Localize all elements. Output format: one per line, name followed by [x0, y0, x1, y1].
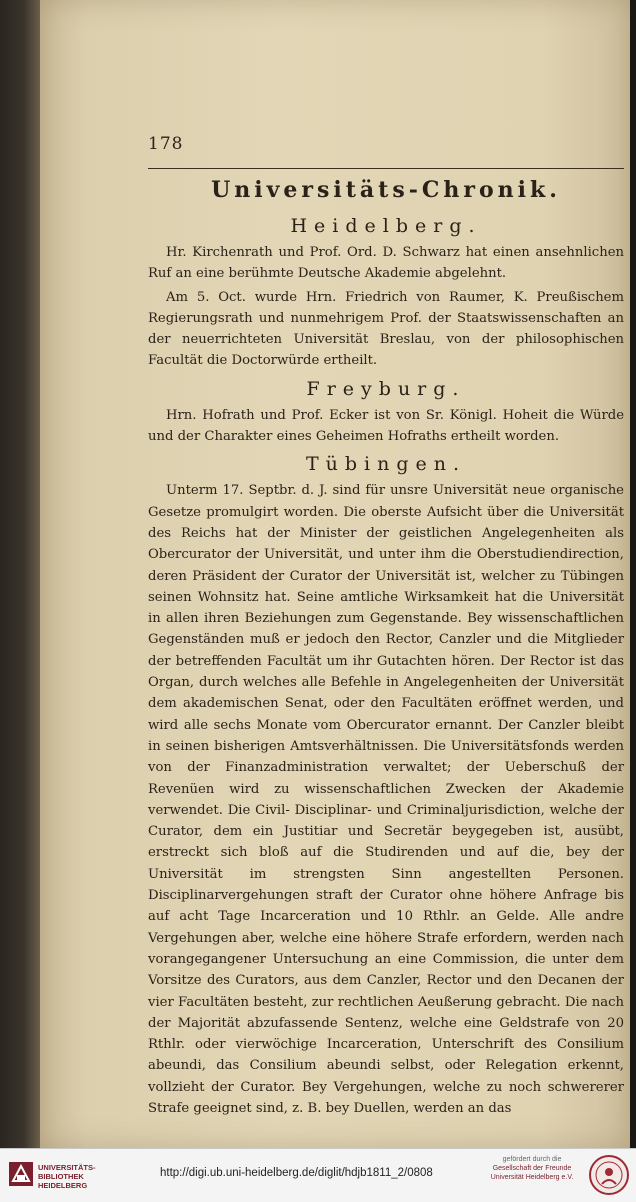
funding-notice: gefördert durch die Gesellschaft der Freunde Universität Heidelberg e.V. [490, 1156, 574, 1181]
book-binding-edge [0, 0, 40, 1148]
section-heading-heidelberg: Heidelberg. [290, 215, 482, 237]
section-heading-freyburg: Freyburg. [306, 377, 466, 400]
library-name[interactable]: UNIVERSITÄTS- BIBLIOTHEK HEIDELBERG [38, 1163, 96, 1190]
page-title: Universitäts-Chronik. [211, 177, 561, 203]
section-heading-tuebingen: Tübingen. [305, 453, 467, 476]
viewer-footer [0, 1148, 636, 1202]
paragraph-tuebingen-1: Unterm 17. Septbr. d. J. sind für unsre Universität neue organische Gesetze promulgirt worden. Die oberste Aufsicht über die Universität des Reichs hat der Minister der geistlichen Angelegenheiten als Obercurator der Universität, und unter ihm die Oberstudiendirection, deren Präsident der Curator der Universität ist, welcher zu Tübingen seinen Wohnsitz hat. Seine amtliche Wirksamkeit hat die Universität in allen ihren Beziehungen zum Gegenstande. Bey wissenschaftlichen Gegenständen muß er jedoch den Rector, Canzler und die Mitglieder der betreffenden Facultät um ihr Gutachten hören. Der Rector ist das Organ, durch welches alle Befehle in Angelegenheiten der Universität dem akademischen Senat, oder den Facultäten eröffnet werden, und wird alle sechs Monate vom Obercurator ernannt. Der Canzler bleibt in seinen bisherigen Amtsverhältnissen. Die Universitätsfonds werden von der Finanzadministration verwaltet; der Ueberschuß der Revenüen wird zu wissenschaftlichen Zwecken der Akademie verwendet. Die Civil- Disciplinar- und Criminaljurisdiction, welche der Curator, dem ein Justitiar und Secretär beygegeben ist, ausübt, erstreckt sich bloß auf die Studirenden und auf die, bey der Universität im strengsten Sinn angestellten Personen. Disciplinarvergehungen straft der Curator ohne höhere Anfrage bis auf acht Tage Incarceration und 10 Rthlr. an Gelde. Alle andre Vergehungen aber, welche eine höhere Strafe erfordern, werden nach vorangegangener Untersuchung an eine Commission, die unter dem Vorsitze des Curators, aus dem Canzler, Rector und den Decanen der vier Facultäten besteht, zur rechtlichen Aeußerung gebracht. Die nach der Majorität abzufassende Sentenz, welche eine Geldstrafe von 20 Rthlr. oder vierwöchige Incarceration, Unterschrift des Consilium abeundi, das Consilium abeundi selbst, oder Relegation erkennt, vollzieht der Curator. Bey Vergehungen, welche zu noch schwererer Strafe geeignet sind, z. B. bey Duellen, werden an das [148, 483, 624, 1116]
page-url-link[interactable]: http://digi.ub.uni-heidelberg.de/diglit/hdjb1811_2/0808 [160, 1167, 433, 1179]
paragraph-heidelberg-2: Am 5. Oct. wurde Hrn. Friedrich von Raumer, K. Preußischem Regierungsrath und nunmehrigem Prof. der Staatswissenschaften an der neuerrichteten Universität Breslau, von der philosophischen Facultät die Doctorwürde ertheilt. [148, 289, 624, 369]
paragraph-heidelberg-1: Hr. Kirchenrath und Prof. Ord. D. Schwarz hat einen ansehnlichen Ruf an eine berühmte Deutsche Akademie abgelehnt. [148, 245, 624, 282]
page-text [148, 168, 624, 1119]
page-number: 178 [148, 134, 184, 154]
header-rule [148, 168, 624, 169]
library-logo-icon[interactable] [8, 1161, 34, 1187]
university-seal-icon[interactable] [588, 1154, 630, 1196]
paragraph-freyburg-1: Hrn. Hofrath und Prof. Ecker ist von Sr. Königl. Hoheit die Würde und der Charakter eines Geheimen Hofraths ertheilt worden. [148, 407, 624, 445]
